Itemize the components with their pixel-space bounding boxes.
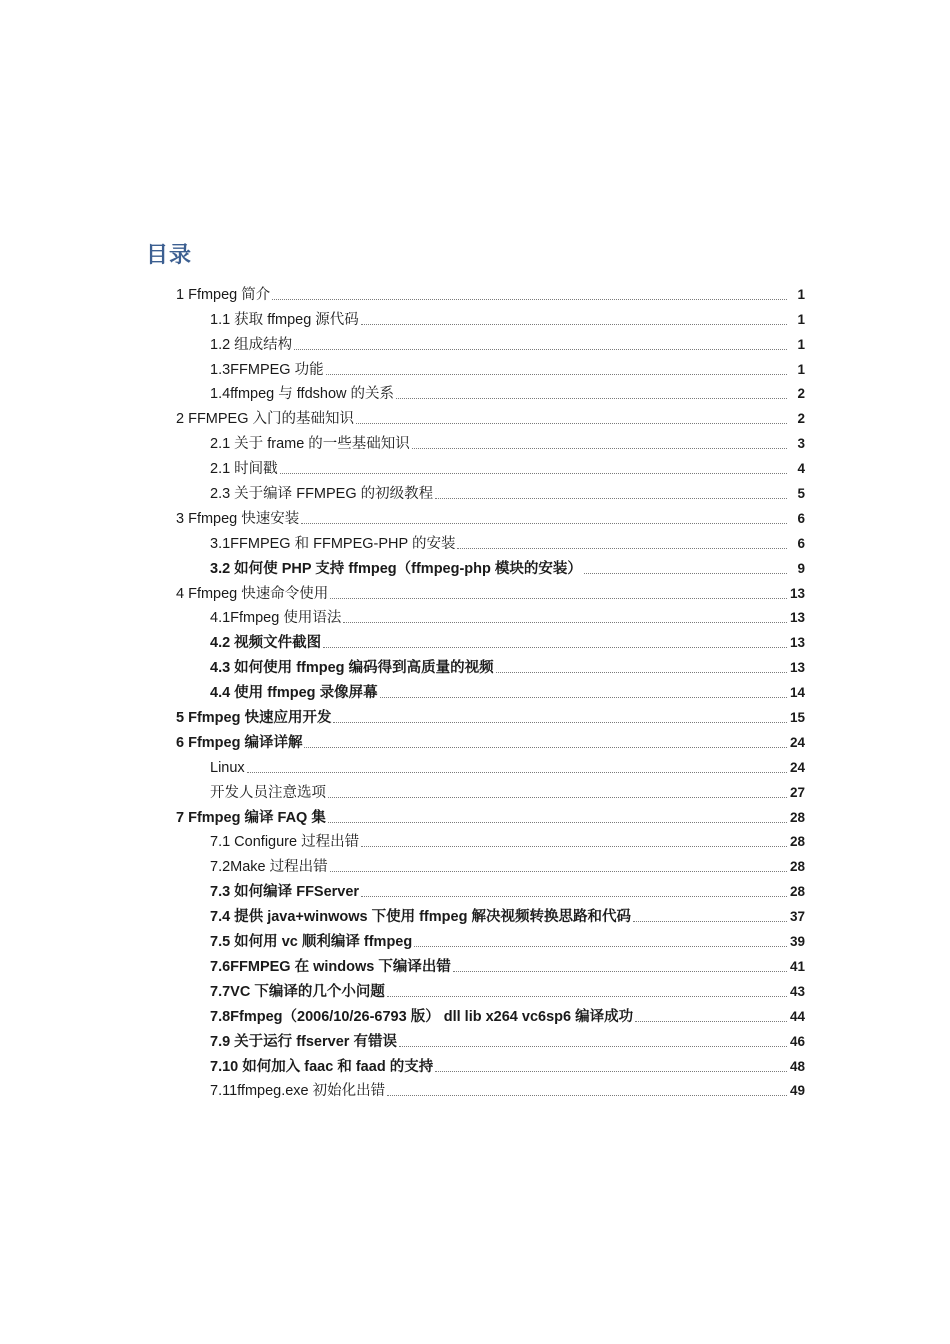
toc-entry-label: 3.1FFMPEG 和 FFMPEG-PHP 的安装 [210, 535, 456, 552]
toc-entry-label: 7.8Ffmpeg（2006/10/26-6793 版） dll lib x264 vc6sp6 编译成功 [210, 1008, 634, 1025]
toc-entry-label: 1.3FFMPEG 功能 [210, 361, 324, 378]
toc-entry-label: 5 Ffmpeg 快速应用开发 [176, 710, 332, 727]
toc-entry[interactable] [210, 1001, 805, 1026]
toc-page-number: 15 [789, 710, 805, 726]
toc-page-number: 14 [789, 685, 805, 701]
toc-page-number: 6 [797, 510, 805, 526]
toc-dot-leader [328, 797, 787, 798]
toc-entry-label: 7.6FFMPEG 在 windows 下编译出错 [210, 958, 451, 975]
toc-dot-leader [323, 647, 787, 648]
toc-entry-label: 2 FFMPEG 入门的基础知识 [176, 411, 355, 428]
toc-entry-label: Linux [210, 759, 245, 776]
toc-entry[interactable] [210, 976, 805, 1001]
toc-entry[interactable] [176, 702, 805, 727]
toc-entry[interactable] [210, 553, 805, 578]
toc-entry-label: 3 Ffmpeg 快速安装 [176, 510, 300, 527]
toc-dot-leader [272, 299, 787, 300]
toc-entry-label: 1.2 组成结构 [210, 336, 293, 353]
toc-dot-leader [333, 722, 787, 723]
toc-page-number: 1 [797, 311, 805, 327]
toc-dot-leader [496, 672, 787, 673]
toc-entry[interactable] [210, 652, 805, 677]
toc-entry[interactable] [176, 403, 805, 428]
toc-dot-leader [396, 398, 787, 399]
toc-dot-leader [435, 498, 787, 499]
toc-dot-leader [412, 448, 787, 449]
toc-page-number: 28 [789, 884, 805, 900]
toc-entry-label: 3.2 如何使 PHP 支持 ffmpeg（ffmpeg-php 模块的安装） [210, 560, 582, 577]
toc-page-number: 28 [789, 809, 805, 825]
toc-page-number: 2 [797, 411, 805, 427]
toc-page-number: 41 [789, 958, 805, 974]
toc-page-number: 13 [789, 610, 805, 626]
toc-entry[interactable] [210, 677, 805, 702]
toc-entry-label: 2.1 关于 frame 的一些基础知识 [210, 436, 410, 453]
toc-entry-label: 7.10 如何加入 faac 和 faad 的支持 [210, 1058, 434, 1075]
toc-dot-leader [414, 946, 787, 947]
toc-dot-leader [328, 822, 787, 823]
toc-page-number: 49 [789, 1083, 805, 1099]
toc-page-number: 46 [789, 1033, 805, 1049]
toc-entry[interactable] [210, 379, 805, 404]
toc-entry[interactable] [210, 1076, 805, 1101]
toc-page-number: 1 [797, 361, 805, 377]
toc-entry[interactable] [210, 603, 805, 628]
toc-entry[interactable] [210, 304, 805, 329]
toc-page-number: 13 [789, 635, 805, 651]
toc-dot-leader [361, 896, 787, 897]
toc-dot-leader [453, 971, 787, 972]
toc-dot-leader [326, 374, 787, 375]
toc-page-number: 3 [797, 436, 805, 452]
toc-entry-label: 1.4ffmpeg 与 ffdshow 的关系 [210, 386, 395, 403]
toc-page-number: 27 [789, 784, 805, 800]
toc-list [0, 279, 950, 1100]
toc-page-number: 24 [789, 734, 805, 750]
toc-page-number: 43 [789, 983, 805, 999]
toc-entry[interactable] [210, 827, 805, 852]
toc-entry-label: 4.3 如何使用 ffmpeg 编码得到高质量的视频 [210, 660, 494, 677]
toc-entry[interactable] [210, 478, 805, 503]
toc-page-number: 1 [797, 336, 805, 352]
toc-entry[interactable] [176, 503, 805, 528]
toc-entry[interactable] [210, 951, 805, 976]
toc-entry-label: 7.7VC 下编译的几个小问题 [210, 983, 385, 1000]
toc-entry-label: 开发人员注意选项 [210, 784, 326, 801]
toc-entry[interactable] [176, 802, 805, 827]
toc-entry[interactable] [210, 901, 805, 926]
toc-entry[interactable] [176, 279, 805, 304]
toc-entry-label: 6 Ffmpeg 编译详解 [176, 734, 303, 751]
toc-dot-leader [457, 548, 787, 549]
toc-dot-leader [387, 1095, 787, 1096]
toc-page-number: 48 [789, 1058, 805, 1074]
toc-entry-label: 7 Ffmpeg 编译 FAQ 集 [176, 809, 326, 826]
toc-entry-label: 4.2 视频文件截图 [210, 635, 322, 652]
toc-entry-label: 7.5 如何用 vc 顺利编译 ffmpeg [210, 934, 413, 951]
toc-entry[interactable] [210, 428, 805, 453]
toc-entry[interactable] [210, 329, 805, 354]
toc-entry[interactable] [210, 528, 805, 553]
toc-entry-label: 7.4 提供 java+winwows 下使用 ffmpeg 解决视频转换思路和代码 [210, 909, 631, 926]
toc-entry-label: 7.11ffmpeg.exe 初始化出错 [210, 1083, 386, 1100]
toc-dot-leader [635, 1021, 787, 1022]
toc-entry[interactable] [210, 752, 805, 777]
toc-entry-label: 1.1 获取 ffmpeg 源代码 [210, 311, 359, 328]
toc-entry-label: 7.9 关于运行 ffserver 有错误 [210, 1033, 397, 1050]
toc-entry-label: 1 Ffmpeg 简介 [176, 286, 271, 303]
toc-title: 目录 [146, 242, 193, 267]
toc-page-number: 28 [789, 859, 805, 875]
toc-entry[interactable] [210, 627, 805, 652]
toc-entry[interactable] [176, 578, 805, 603]
toc-entry[interactable] [210, 851, 805, 876]
toc-page-number: 1 [797, 286, 805, 302]
toc-entry-label: 7.1 Configure 过程出错 [210, 834, 360, 851]
toc-dot-leader [294, 349, 787, 350]
toc-dot-leader [356, 423, 787, 424]
toc-entry-label: 4 Ffmpeg 快速命令使用 [176, 585, 329, 602]
toc-entry-label: 7.2Make 过程出错 [210, 859, 328, 876]
toc-page-number: 9 [797, 560, 805, 576]
toc-entry-label: 2.3 关于编译 FFMPEG 的初级教程 [210, 486, 434, 503]
toc-page-number: 37 [789, 909, 805, 925]
toc-entry[interactable] [210, 926, 805, 951]
toc-page-number: 13 [789, 585, 805, 601]
toc-entry-label: 4.1Ffmpeg 使用语法 [210, 610, 342, 627]
toc-page-number: 24 [789, 759, 805, 775]
toc-dot-leader [301, 523, 787, 524]
toc-page-number: 4 [797, 461, 805, 477]
toc-dot-leader [633, 921, 787, 922]
toc-dot-leader [280, 473, 787, 474]
toc-entry[interactable] [210, 453, 805, 478]
toc-dot-leader [387, 996, 787, 997]
toc-dot-leader [584, 573, 787, 574]
toc-entry[interactable] [210, 354, 805, 379]
toc-dot-leader [399, 1046, 787, 1047]
toc-page-number: 39 [789, 934, 805, 950]
toc-dot-leader [435, 1071, 787, 1072]
toc-entry[interactable] [210, 876, 805, 901]
toc-entry[interactable] [210, 1026, 805, 1051]
toc-page-number: 28 [789, 834, 805, 850]
toc-dot-leader [330, 598, 787, 599]
toc-dot-leader [247, 772, 787, 773]
toc-dot-leader [330, 871, 787, 872]
toc-entry-label: 2.1 时间戳 [210, 461, 278, 478]
toc-dot-leader [343, 622, 787, 623]
toc-entry[interactable] [210, 777, 805, 802]
toc-entry[interactable] [176, 727, 805, 752]
toc-page-number: 6 [797, 535, 805, 551]
toc-entry-label: 7.3 如何编译 FFServer [210, 884, 360, 901]
toc-dot-leader [361, 846, 787, 847]
toc-entry[interactable] [210, 1051, 805, 1076]
toc-page-number: 2 [797, 386, 805, 402]
toc-page-number: 13 [789, 660, 805, 676]
toc-dot-leader [304, 747, 787, 748]
toc-dot-leader [361, 324, 787, 325]
toc-dot-leader [380, 697, 787, 698]
toc-page-number: 44 [789, 1008, 805, 1024]
toc-page-number: 5 [797, 486, 805, 502]
toc-entry-label: 4.4 使用 ffmpeg 录像屏幕 [210, 685, 378, 702]
